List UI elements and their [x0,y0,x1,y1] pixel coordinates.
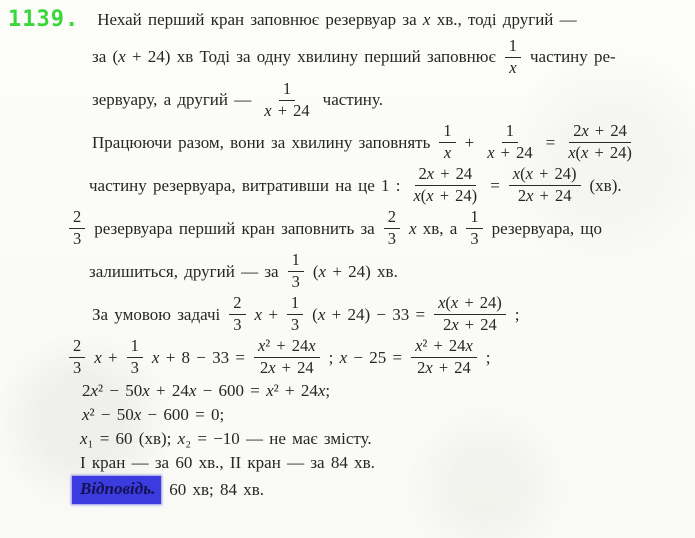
solution-line-5 [0,165,695,206]
fraction [409,165,481,206]
solution-line-10 [0,380,695,402]
fraction-denominator: x(x + 24) [413,186,478,206]
fraction-numerator: 1 [288,251,304,272]
fraction-denominator: 2x + 24 [517,186,572,206]
text-segment: (x + 24) − 33 = [312,304,426,324]
text-segment: = [545,132,556,152]
fraction-numerator: 2x + 24 [415,165,477,186]
text-segment: за (x + 24) хв Тоді за одну хвилину перший заповнює [92,47,496,67]
fraction-denominator: x(x + 24) [568,143,632,163]
fraction-numerator: x² + 24x [254,337,320,358]
fraction-numerator: 1 [439,122,455,143]
text-segment: ; [514,304,520,324]
solution-line-14 [0,476,695,503]
fraction-denominator: 3 [73,358,82,378]
solution-line-8 [0,294,695,335]
text-segment: 2x² − 50x + 24x − 600 = x² + 24x; [82,381,331,401]
solution-lines [0,6,695,504]
solution-line-13 [0,452,695,474]
text-segment: частину ре- [530,47,616,67]
fraction [434,294,506,335]
fraction-denominator: 3 [291,272,300,292]
fraction-denominator: 3 [290,315,300,335]
fraction [439,122,455,163]
solution-line-12 [0,428,695,450]
fraction-numerator: 2 [384,208,400,229]
answer-label: Відповідь. [72,476,161,503]
fraction-denominator: x + 24 [487,143,533,163]
fraction [254,337,320,378]
fraction [384,208,400,249]
fraction-denominator: 3 [470,229,479,249]
fraction [229,294,245,335]
fraction-denominator: x + 24 [264,100,310,120]
fraction-denominator: x [509,57,517,77]
solution-line-3 [0,80,695,121]
text-segment: x + [254,304,278,324]
fraction-denominator: 2x + 24 [259,358,314,378]
fraction [411,337,477,378]
fraction [260,80,313,121]
text-segment: ; x − 25 = [328,347,403,367]
text-segment: частину резервуара, витративши на це 1 : [89,175,401,195]
text-segment: За умовою задачі [92,304,221,324]
fraction-numerator: x² + 24x [411,337,477,358]
fraction [505,37,521,78]
fraction-numerator: x(x + 24) [509,165,581,186]
fraction-numerator: 2 [69,208,85,229]
fraction [483,122,536,163]
problem-number: 1139. [8,7,80,32]
text-segment: частину. [322,89,383,109]
text-segment: зервуару, а другий — [92,89,252,109]
fraction-numerator: 1 [505,37,521,58]
solution-line-11 [0,404,695,426]
solution-line-9 [0,337,695,378]
solution-line-6 [0,208,695,249]
text-segment: Нехай перший кран заповнює резервуар за x хв., тоді другий — [97,10,577,30]
text-segment: Працюючи разом, вони за хвилину заповнять [92,132,431,152]
text-segment: (хв). [589,175,622,195]
fraction-numerator: 1 [287,294,303,315]
solution-line-4 [0,122,695,163]
fraction-denominator: 3 [387,229,396,249]
fraction-numerator: 2 [69,337,85,358]
fraction [509,165,581,206]
fraction-numerator: 1 [127,337,143,358]
fraction-denominator: x [443,143,452,163]
fraction-numerator: x(x + 24) [434,294,506,315]
fraction-numerator: 1 [279,80,295,101]
text-segment: x + 8 − 33 = [151,347,245,367]
fraction-denominator: 2x + 24 [443,315,497,335]
fraction-denominator: 3 [73,229,82,249]
fraction [564,122,636,163]
solution-line-1 [0,6,695,35]
fraction [288,251,304,292]
text-segment: x² − 50x − 600 = 0; [82,405,225,425]
text-segment: x + [94,347,118,367]
text-segment: (x + 24) хв. [312,261,398,281]
fraction-numerator: 2x + 24 [569,122,631,143]
text-segment: I кран — за 60 хв., II кран — за 84 хв. [80,453,375,473]
text-segment: + [464,132,475,152]
text-segment: резервуара, що [491,218,603,238]
fraction [466,208,482,249]
fraction [69,208,85,249]
fraction [287,294,303,335]
text-segment: = [490,175,500,195]
fraction-numerator: 2 [229,294,245,315]
fraction-numerator: 1 [502,122,518,143]
fraction-denominator: 3 [130,358,139,378]
solution-line-2 [0,37,695,78]
text-segment: резервуара перший кран заповнить за [94,218,375,238]
solution-line-7 [0,251,695,292]
fraction [127,337,143,378]
fraction-numerator: 1 [466,208,482,229]
text-segment: x₁ = 60 (хв); x₂ = −10 — не має змісту. [80,429,372,449]
fraction-denominator: 3 [233,315,242,335]
fraction-denominator: 2x + 24 [417,358,471,378]
text-segment: ; [485,347,491,367]
text-segment: 60 хв; 84 хв. [169,479,265,499]
text-segment: x хв, а [408,218,458,238]
text-segment: залишиться, другий — за [89,261,279,281]
fraction [69,337,85,378]
